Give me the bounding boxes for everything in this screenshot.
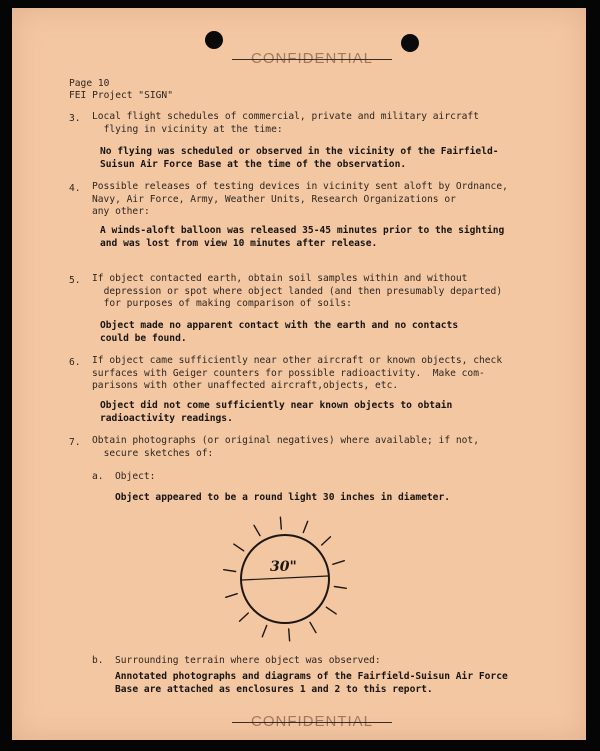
item-number: 7. (69, 437, 81, 448)
item-answer: A winds-aloft balloon was released 35-45 minutes prior to the sighting and was lost from view 10 minutes after release. (100, 225, 505, 249)
light-ray (262, 626, 266, 637)
sub-item-answer: Object appeared to be a round light 30 inches in diameter. (115, 492, 451, 503)
confidential-stamp-bottom: CONFIDENTIAL (232, 713, 392, 730)
sub-item-text: Object: (115, 471, 156, 482)
item-question: If object came sufficiently near other aircraft or known objects, check surfaces with Geiger counters for possible radioactivity. Make com- parisons with other unaffected aircraft,objects, etc. (92, 355, 503, 391)
project-name: FEI Project "SIGN" (69, 90, 173, 101)
page-number: Page 10 (69, 78, 110, 89)
light-ray (226, 594, 238, 598)
item-question: If object contacted earth, obtain soil samples within and without depression or spot where object landed (and then presumably departed) for purposes of making comparison of soils: (92, 273, 503, 309)
light-ray (240, 613, 249, 621)
item-number: 5. (69, 275, 81, 286)
sub-item-label: b. (92, 655, 104, 666)
object-sketch (222, 513, 352, 643)
diameter-label: 30" (270, 559, 297, 575)
sub-item-label: a. (92, 471, 104, 482)
light-ray (289, 629, 290, 641)
light-ray (322, 537, 331, 545)
light-ray (334, 587, 346, 589)
item-number: 6. (69, 357, 81, 368)
light-ray (310, 622, 316, 632)
light-ray (303, 521, 307, 532)
diameter-line (242, 576, 328, 580)
confidential-stamp-top: CONFIDENTIAL (232, 50, 392, 67)
item-number: 4. (69, 183, 81, 194)
sub-item-text: Surrounding terrain where object was observed: (115, 655, 381, 666)
item-answer: Object made no apparent contact with the earth and no contacts could be found. (100, 320, 459, 344)
punch-hole-left (205, 31, 223, 49)
punch-hole-right (401, 34, 419, 52)
item-answer: Object did not come sufficiently near known objects to obtain radioactivity readings. (100, 400, 453, 424)
document-page (12, 8, 586, 740)
item-question: Possible releases of testing devices in vicinity sent aloft by Ordnance, Navy, Air Force, Army, Weather Units, Research Organizations or any other: (92, 181, 508, 217)
light-ray (280, 517, 281, 529)
light-ray (326, 607, 336, 614)
light-ray (234, 544, 244, 551)
light-ray (333, 561, 345, 565)
light-ray (224, 570, 236, 572)
sub-item-answer: Annotated photographs and diagrams of the Fairfield-Suisun Air Force Base are attached as enclosures 1 and 2 to this report. (115, 671, 508, 695)
item-question: Local flight schedules of commercial, private and military aircraft flying in vicinity at the time: (92, 111, 479, 135)
light-ray (254, 525, 260, 535)
item-question: Obtain photographs (or original negatives) where available; if not, secure sketches of: (92, 435, 479, 459)
item-number: 3. (69, 113, 81, 124)
item-answer: No flying was scheduled or observed in the vicinity of the Fairfield- Suisun Air Force Base at the time of the observation. (100, 146, 499, 170)
